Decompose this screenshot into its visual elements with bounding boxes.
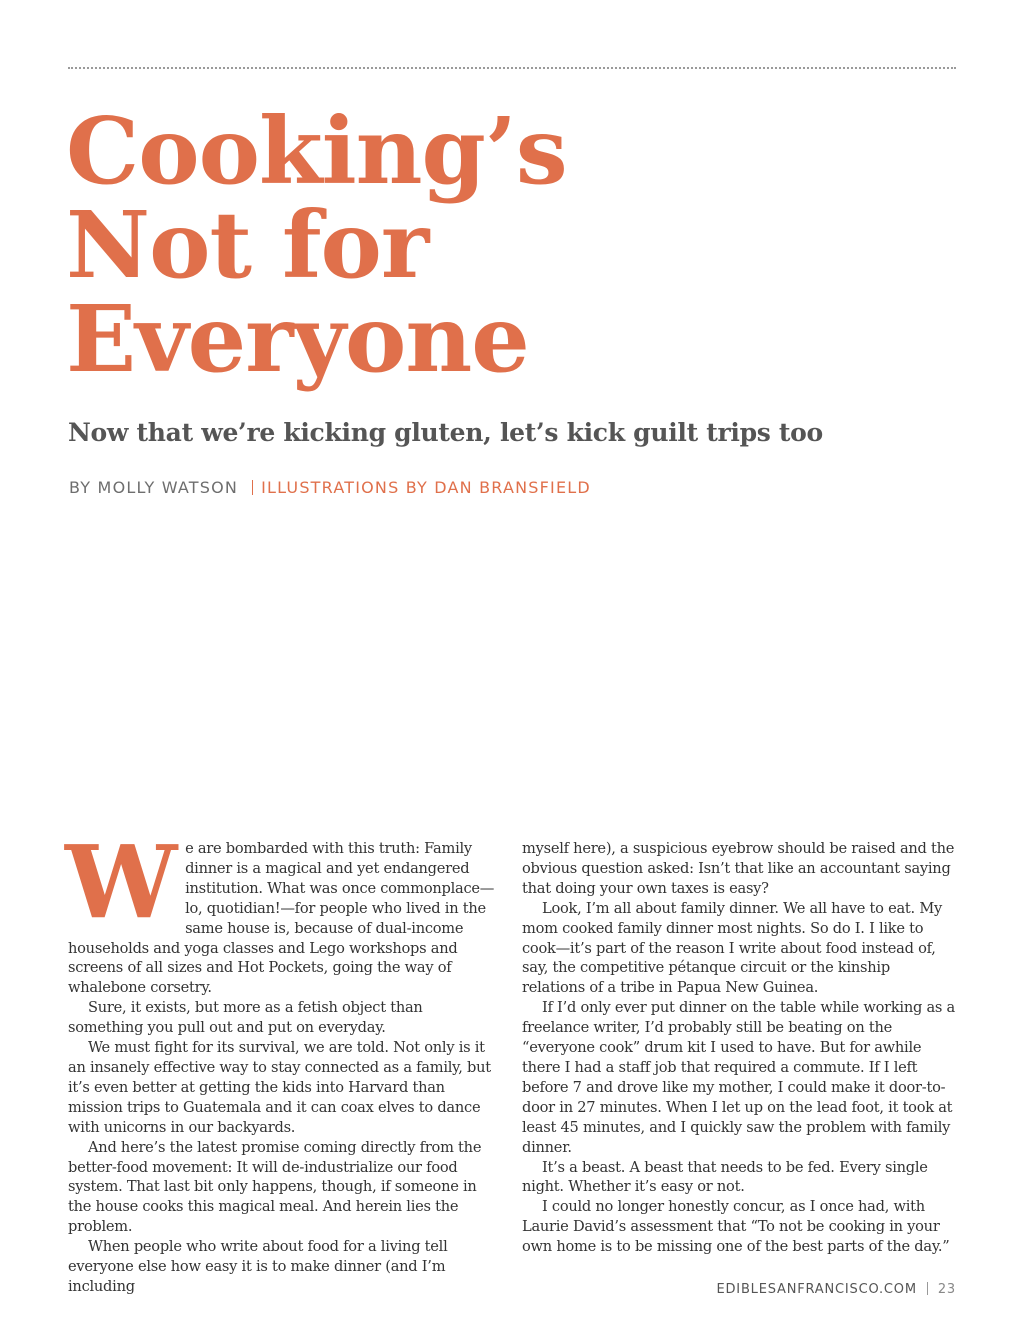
top-dotted-rule [68,67,956,69]
paragraph: I could no longer honestly concur, as I once had, with Laurie David’s assessment that “To not be cooking in your own home is to be missing one of the best parts of the day.” [522,1198,950,1256]
byline-illustrator: ILLUSTRATIONS BY DAN BRANSFIELD [261,478,591,497]
paragraph: If I’d only ever put dinner on the table while working as a freelance writer, I’d probably still be beating on the “everyone cook” drum kit I used to have. But for awhile there I had a staff job that required a commute. If I left before 7 and drove like my mother, I could make it door-to-door in 27 minutes. When I let up on the lead foot, it took at least 45 minutes, and I quickly saw the problem with family dinner. [522,999,956,1156]
article-subtitle: Now that we’re kicking gluten, let’s kick guilt trips too [68,418,823,447]
body-column-left [65,823,502,1297]
article-title [66,97,567,393]
title-line-1: Cooking’s [66,97,567,205]
page-number: 23 [937,1282,956,1297]
byline-author: BY MOLLY WATSON [69,478,239,497]
paragraph: Look, I’m all about family dinner. We all have to eat. My mom cooked family dinner most nights. So do I. I like to cook—it’s part of the reason I write about food instead of, say, the competitive pétanque circuit or the kinship relations of a tribe in Papua New Guinea. [522,899,943,997]
drop-cap: W [65,823,178,941]
title-line-3: Everyone [66,285,529,393]
page-footer [716,1282,956,1297]
footer-site: EDIBLESANFRANCISCO.COM [716,1282,917,1297]
paragraph: Sure, it exists, but more as a fetish object than something you pull out and put on everyday. [68,999,423,1037]
title-line-2: Not for [66,191,429,299]
body-column-right [522,839,956,1257]
paragraph: And here’s the latest promise coming directly from the better-food movement: It will de-industrialize our food system. That last bit only happens, though, if someone in the house cooks this magical meal. And herein lies the problem. [68,1138,482,1236]
paragraph: We are bombarded with this truth: Family dinner is a magical and yet endangered institution. What was once commonplace—lo, quotidian!—for people who lived in the same house is, because of dual-income households and yoga classes and Lego workshops and screens of all sizes and Hot Pockets, going the way of whalebone corsetry. [65,823,495,997]
paragraph: It’s a beast. A beast that needs to be fed. Every single night. Whether it’s easy or not. [522,1158,928,1196]
byline-divider [252,480,253,495]
footer-divider [927,1282,928,1295]
paragraph: When people who write about food for a living tell everyone else how easy it is to make dinner (and I’m including [68,1238,448,1295]
byline [69,478,591,497]
paragraph: myself here), a suspicious eyebrow should be raised and the obvious question asked: Isn’t that like an accountant saying that doing your own taxes is easy? [522,840,955,897]
paragraph: We must fight for its survival, we are told. Not only is it an insanely effective way to stay connected as a family, but it’s even better at getting the kids into Harvard than mission trips to Guatemala and it can coax elves to dance with unicorns in our backyards. [68,1039,491,1136]
